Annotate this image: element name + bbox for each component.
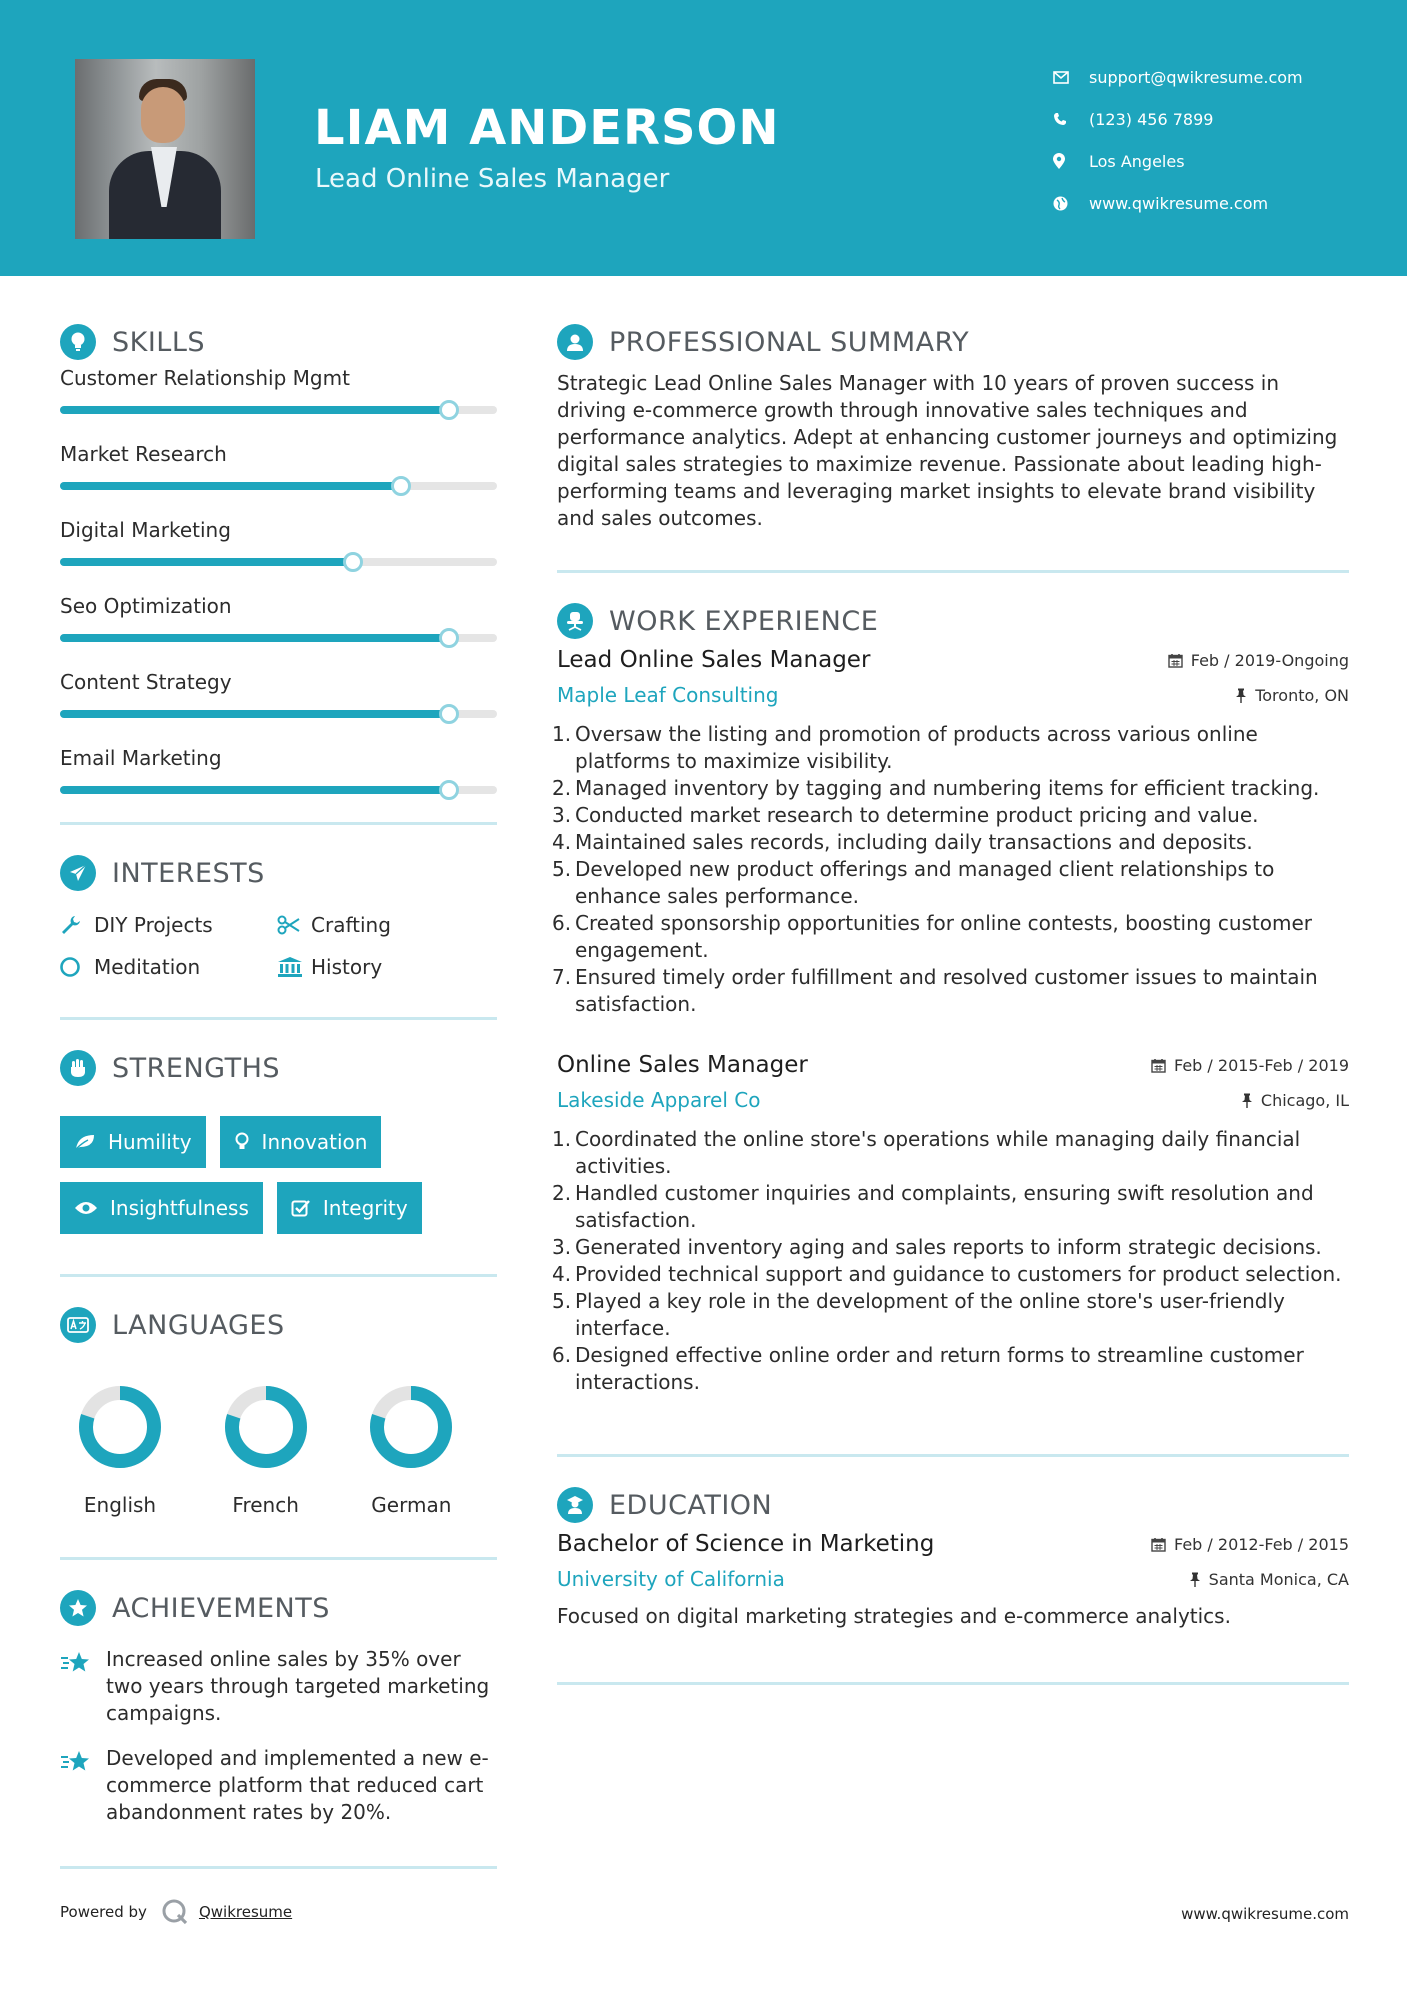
achievements-list [60,1646,497,1826]
language-ring [367,1383,455,1471]
skill-track [60,634,497,642]
strength-tag [277,1182,422,1234]
language-label: English [83,1493,157,1517]
contact-website[interactable] [1053,182,1303,224]
strength-tag [220,1116,382,1168]
job-dates [1151,1056,1349,1075]
star-icon [60,1646,106,1727]
language-ring [222,1383,310,1471]
circle-icon [60,956,94,978]
job-location-text: Chicago, IL [1260,1090,1349,1110]
job-location [1241,1091,1349,1110]
star-icon [60,1745,106,1826]
interests-list [60,913,497,979]
section-divider [557,570,1349,573]
duty-item: Generated inventory aging and sales reports to inform strategic decisions. [575,1235,1322,1259]
degree-title: Bachelor of Science in Marketing [557,1531,935,1557]
interest-label: DIY Projects [94,913,213,937]
achievement-item [60,1745,497,1826]
interest-item [60,955,277,979]
skill-fill [60,482,401,490]
qwikresume-logo-icon [161,1898,189,1926]
strengths-title: STRENGTHS [112,1052,281,1084]
skill-label: Market Research [60,442,227,466]
language-label: German [371,1493,452,1517]
duty-item: Conducted market research to determine product pricing and value. [575,803,1259,827]
interest-label: Crafting [311,913,391,937]
skill-knob [439,780,459,800]
contact-email-text: support@qwikresume.com [1089,67,1303,87]
skill-item [60,670,497,746]
interests-header [60,853,497,893]
education-entry [557,1531,1349,1630]
candidate-name: LIAM ANDERSON [314,100,780,156]
skills-list [60,366,497,822]
profile-photo [75,59,255,239]
interest-item [60,913,277,937]
strength-tag [60,1182,263,1234]
duty-item: Ensured timely order fulfillment and resolved customer issues to maintain satisfaction. [575,965,1318,1016]
paper-plane-icon [60,855,96,891]
duty-item: Provided technical support and guidance to customers for product selection. [575,1262,1342,1286]
star-badge-icon [60,1590,96,1626]
section-divider [60,822,497,825]
skill-label: Customer Relationship Mgmt [60,366,350,390]
interest-label: History [311,955,383,979]
map-pin-icon [1053,153,1089,169]
section-divider [60,1866,497,1869]
skill-item [60,518,497,594]
languages-header [60,1305,497,1345]
scissors-icon [277,915,311,935]
calendar-icon [1151,1058,1166,1073]
summary-header [557,322,1349,362]
job-location-text: Toronto, ON [1255,685,1349,705]
skill-track [60,786,497,794]
skill-fill [60,786,449,794]
skill-label: Email Marketing [60,746,222,770]
section-divider [60,1017,497,1020]
section-divider [557,1454,1349,1457]
skills-header [60,322,497,362]
lightbulb-icon [60,324,96,360]
skill-track [60,482,497,490]
job-location [1235,686,1349,705]
interests-title: INTERESTS [112,857,265,889]
pushpin-icon [1235,688,1247,703]
calendar-icon [1151,1537,1166,1552]
strengths-list [60,1116,497,1234]
pushpin-icon [1189,1572,1201,1587]
education-dates [1151,1535,1349,1554]
duty-item: Oversaw the listing and promotion of products across various online platforms to maximize visibility. [575,722,1258,773]
language-label: French [232,1493,299,1517]
duty-list [557,1126,1349,1396]
skill-track [60,710,497,718]
duty-item: Played a key role in the development of the online store's user-friendly interface. [575,1289,1285,1340]
duty-item: Created sponsorship opportunities for online contests, boosting customer engagement. [575,911,1313,962]
contact-location [1053,140,1303,182]
fist-icon [60,1050,96,1086]
strengths-header [60,1048,497,1088]
strength-label: Insightfulness [110,1196,249,1220]
summary-title: PROFESSIONAL SUMMARY [609,326,970,358]
duty-list [557,721,1349,1018]
skill-knob [439,704,459,724]
education-title: EDUCATION [609,1489,773,1521]
contact-list [1053,56,1303,224]
job-entry [557,1052,1349,1396]
strength-label: Integrity [322,1196,408,1220]
skill-fill [60,558,353,566]
skill-knob [343,552,363,572]
company-name: Maple Leaf Consulting [557,683,779,707]
language-item [60,1383,206,1517]
duty-item: Developed new product offerings and managed client relationships to enhance sales performance. [575,857,1275,908]
skill-fill [60,634,449,642]
skill-fill [60,710,449,718]
duty-item: Maintained sales records, including daily transactions and deposits. [575,830,1253,854]
company-name: Lakeside Apparel Co [557,1088,761,1112]
powered-by-label: Powered by [60,1903,147,1921]
eye-icon [74,1200,98,1216]
qwikresume-link[interactable]: Qwikresume [198,1903,293,1921]
skill-item [60,442,497,518]
footer-website[interactable]: www.qwikresume.com [1181,1905,1349,1923]
lightbulb-icon [234,1132,250,1152]
interest-item [277,913,497,937]
skill-item [60,746,497,822]
skill-label: Content Strategy [60,670,232,694]
skills-title: SKILLS [112,326,206,358]
skill-fill [60,406,449,414]
education-dates-text: Feb / 2012-Feb / 2015 [1174,1534,1349,1554]
skill-item [60,594,497,670]
summary-text: Strategic Lead Online Sales Manager with 10 years of proven success in driving e-commerce growth through innovative sales techniques and performance analytics. Adept at enhancing customer journeys and optimizing digital sales strategies to maximize revenue. Passionate about leading high-performing teams and leveraging market insights to elevate brand visibility and sales outcomes. [557,371,1338,530]
wrench-icon [60,914,94,936]
education-location [1189,1570,1349,1589]
skill-knob [439,628,459,648]
achievement-item [60,1646,497,1727]
pushpin-icon [1241,1093,1253,1108]
job-title: Lead Online Sales Manager [557,647,871,673]
achievements-title: ACHIEVEMENTS [112,1592,330,1624]
contact-location-text: Los Angeles [1089,151,1185,171]
strength-label: Humility [108,1130,192,1154]
skill-track [60,406,497,414]
interest-label: Meditation [94,955,201,979]
section-divider [557,1682,1349,1685]
skill-knob [439,400,459,420]
contact-phone[interactable] [1053,98,1303,140]
experience-header [557,601,1349,641]
language-icon [60,1307,96,1343]
achievement-text: Developed and implemented a new e-commerce platform that reduced cart abandonment rates by 20%. [106,1746,489,1824]
duty-item: Designed effective online order and return forms to streamline customer interactions. [575,1343,1304,1394]
school-name: University of California [557,1567,785,1591]
footer-powered-by [60,1898,292,1926]
job-dates-text: Feb / 2019-Ongoing [1190,650,1349,670]
interest-item [277,955,497,979]
section-divider [60,1557,497,1560]
language-ring [76,1383,164,1471]
achievement-text: Increased online sales by 35% over two years through targeted marketing campaigns. [106,1647,490,1725]
job-dates [1168,651,1349,670]
contact-email[interactable] [1053,56,1303,98]
bank-icon [277,956,311,978]
education-description: Focused on digital marketing strategies and e-commerce analytics. [557,1604,1231,1628]
skill-label: Digital Marketing [60,518,231,542]
contact-website-text: www.qwikresume.com [1089,193,1269,213]
language-item [206,1383,352,1517]
graduate-icon [557,1487,593,1523]
job-dates-text: Feb / 2015-Feb / 2019 [1174,1055,1349,1075]
resume-header [0,0,1407,276]
language-item [351,1383,497,1517]
job-title: Online Sales Manager [557,1052,808,1078]
user-icon [557,324,593,360]
strength-tag [60,1116,206,1168]
skill-knob [391,476,411,496]
phone-icon [1053,112,1089,126]
right-column [557,322,1349,1685]
education-location-text: Santa Monica, CA [1208,1569,1349,1589]
leaf-icon [74,1133,96,1151]
section-divider [60,1274,497,1277]
skill-label: Seo Optimization [60,594,232,618]
duty-item: Managed inventory by tagging and numbering items for efficient tracking. [575,776,1320,800]
contact-phone-text: (123) 456 7899 [1089,109,1214,129]
duty-item: Coordinated the online store's operations while managing daily financial activities. [575,1127,1301,1178]
calendar-icon [1168,653,1183,668]
duty-item: Handled customer inquiries and complaints, ensuring swift resolution and satisfaction. [575,1181,1314,1232]
experience-title: WORK EXPERIENCE [609,605,879,637]
skill-track [60,558,497,566]
office-chair-icon [557,603,593,639]
job-entry [557,647,1349,1018]
achievements-header [60,1588,497,1628]
envelope-icon [1053,71,1089,84]
languages-title: LANGUAGES [112,1309,285,1341]
globe-icon [1053,196,1089,211]
candidate-title: Lead Online Sales Manager [315,164,670,194]
strength-label: Innovation [261,1130,368,1154]
languages-list [60,1383,497,1517]
check-square-icon [291,1198,311,1218]
skill-item [60,366,497,442]
education-header [557,1485,1349,1525]
left-column [60,322,497,1869]
